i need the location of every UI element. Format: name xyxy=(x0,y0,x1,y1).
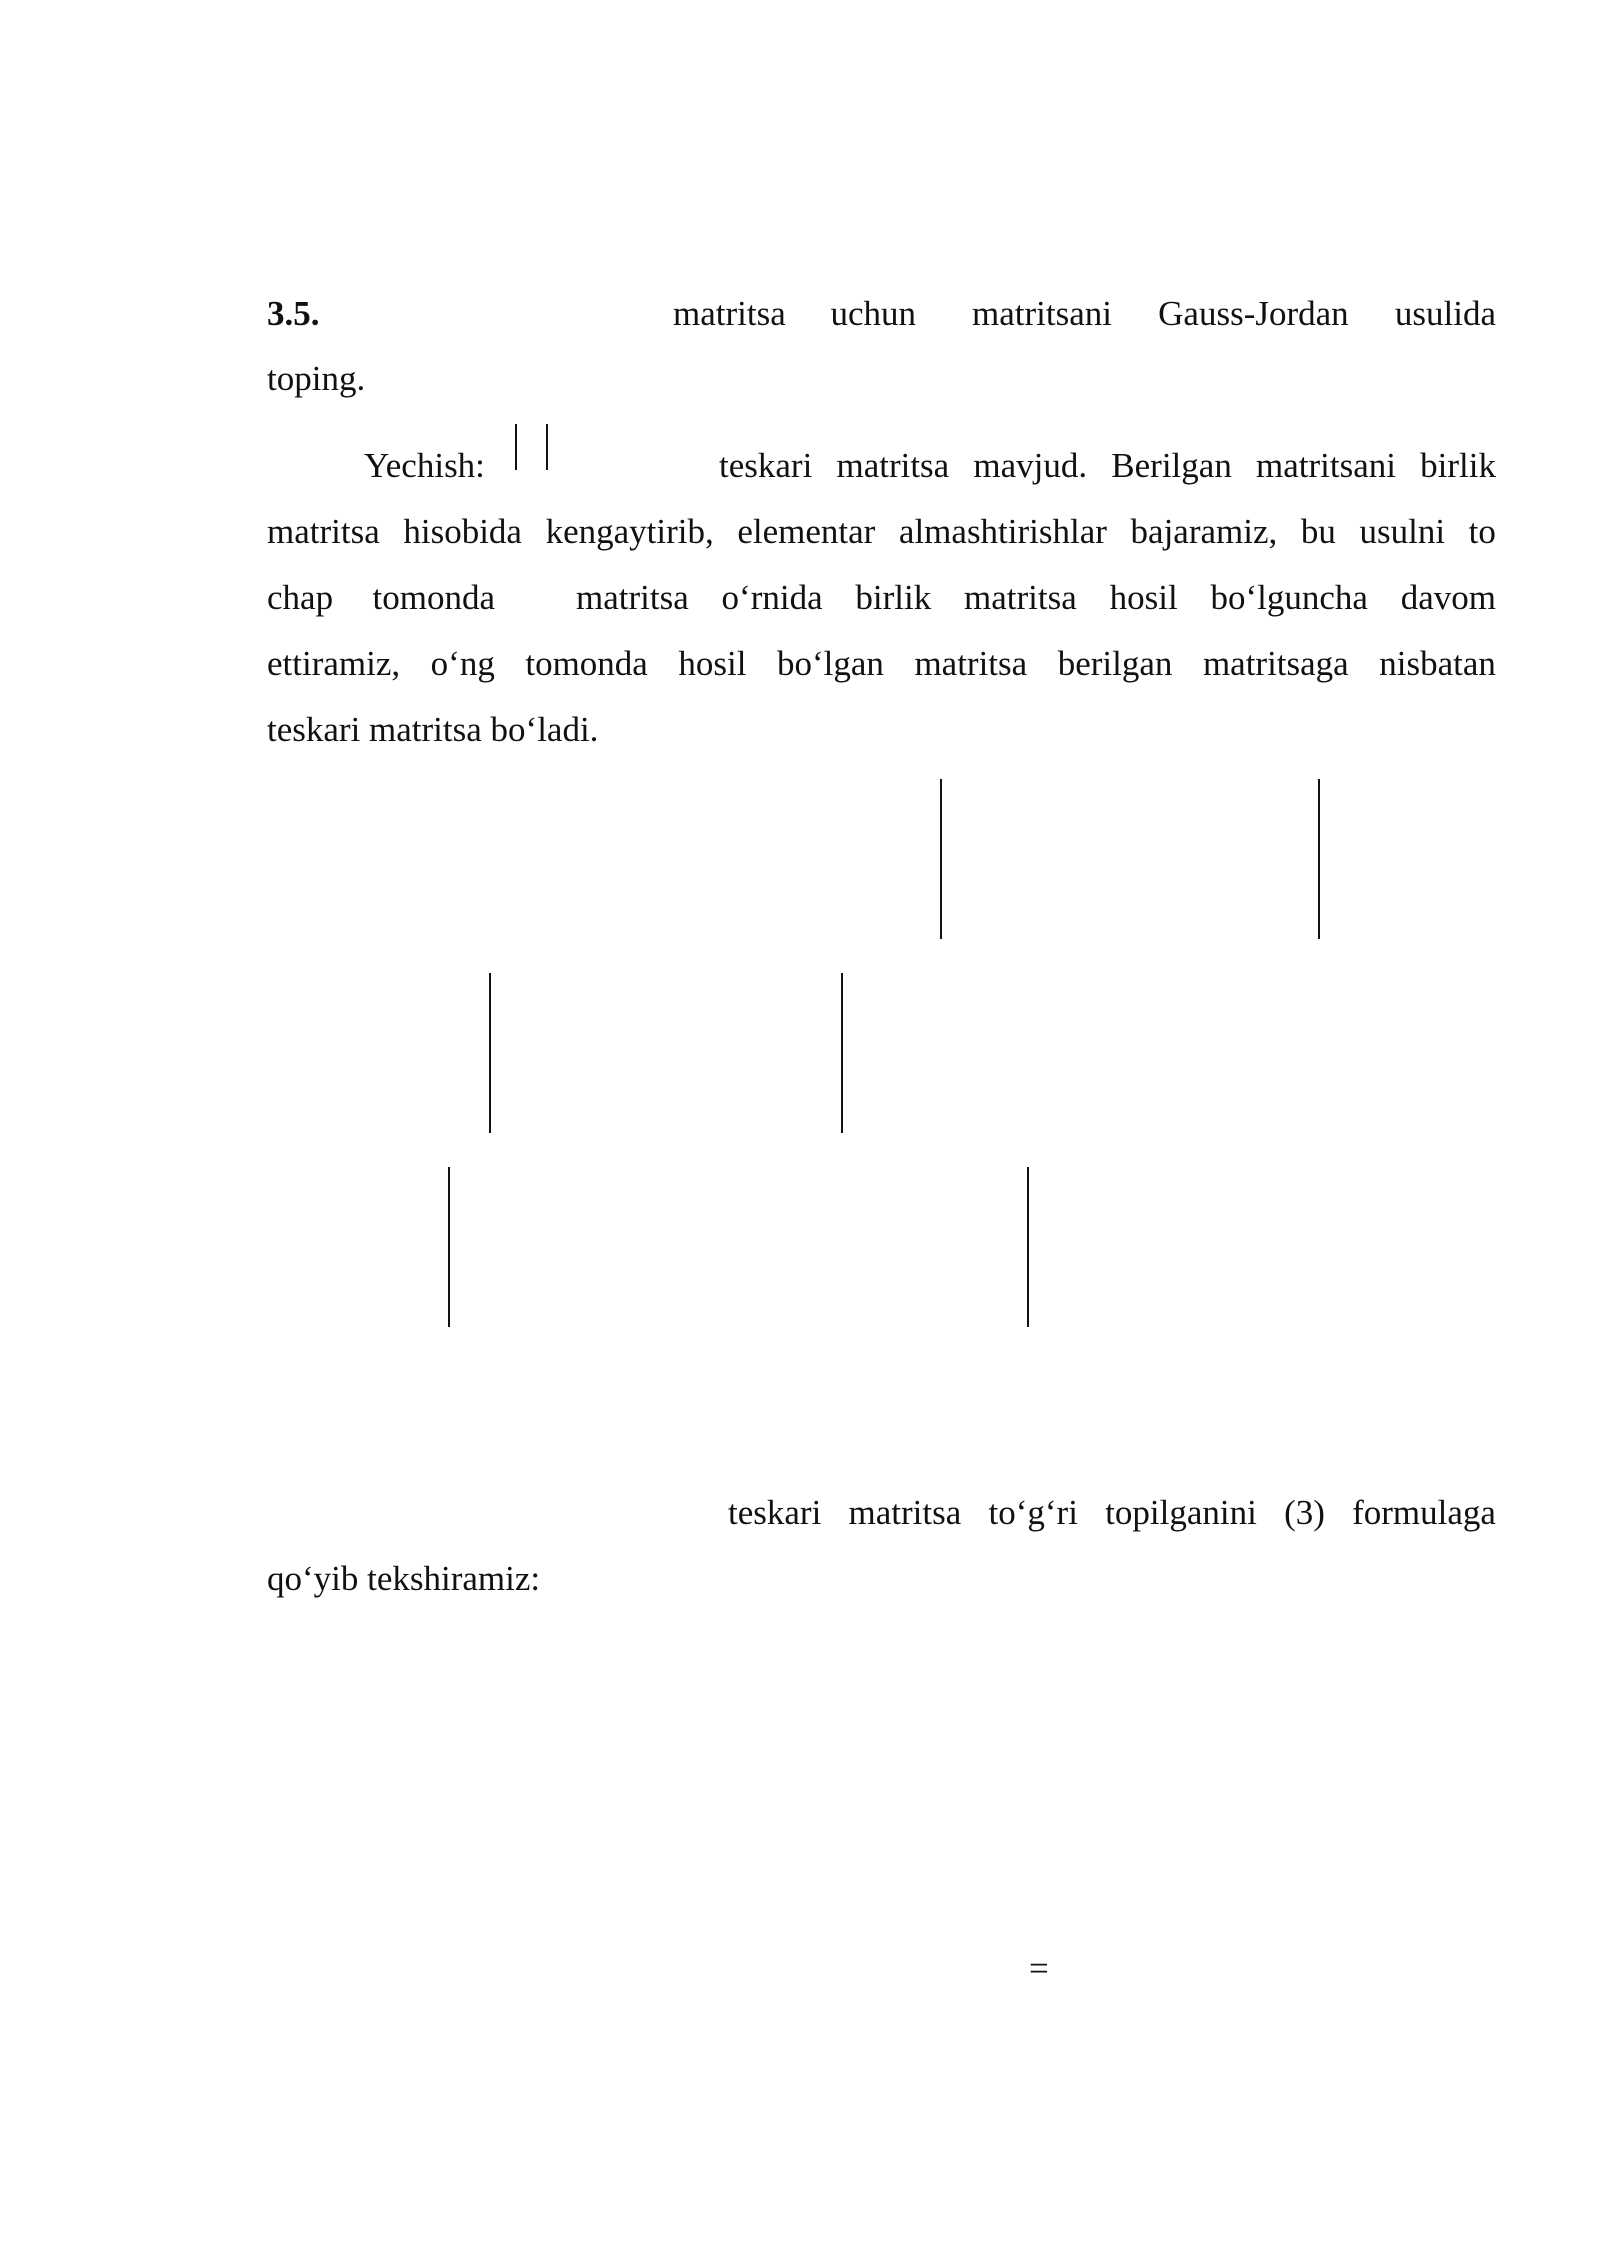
solution-line1 xyxy=(719,448,1496,483)
augmented-matrix-divider-2a xyxy=(489,973,491,1133)
augmented-matrix-divider-3b xyxy=(1027,1167,1029,1327)
determinant-bar-left xyxy=(515,424,517,470)
word: matritsa xyxy=(576,578,689,617)
word: bo‘lgan xyxy=(776,644,884,683)
word: bo‘lguncha xyxy=(1210,578,1368,617)
word: hosil xyxy=(678,644,747,683)
word: bajaramiz, xyxy=(1130,512,1278,551)
word: elementar xyxy=(737,512,876,551)
solution-line3-left xyxy=(267,580,495,615)
equals-sign: = xyxy=(1029,1949,1049,1988)
solution-label: Yechish: xyxy=(364,446,485,485)
word: matritsani xyxy=(972,294,1112,333)
word: o‘ng xyxy=(430,644,495,683)
word: teskari xyxy=(728,1493,822,1532)
word: usulida xyxy=(1394,294,1496,333)
augmented-matrix-divider-3a xyxy=(448,1167,450,1327)
solution-line2 xyxy=(267,514,1496,549)
solution-line3-right xyxy=(576,580,1496,615)
word: bu xyxy=(1300,512,1336,551)
problem-line1-part-a xyxy=(673,296,916,331)
word: o‘rnida xyxy=(721,578,823,617)
word: kengaytirib, xyxy=(545,512,714,551)
word: mavjud. xyxy=(973,446,1088,485)
word: matritsa xyxy=(836,446,950,485)
determinant-bar-right xyxy=(546,424,548,470)
word: matritsa xyxy=(267,512,380,551)
word: almashtirishlar xyxy=(898,512,1107,551)
word: topilganini xyxy=(1105,1493,1257,1532)
word: Berilgan xyxy=(1111,446,1232,485)
augmented-matrix-divider-1b xyxy=(1318,779,1320,939)
word: birlik xyxy=(855,578,932,617)
word: tomonda xyxy=(372,578,495,617)
word: nisbatan xyxy=(1379,644,1496,683)
word: chap xyxy=(267,578,334,617)
word: hosil xyxy=(1109,578,1178,617)
word: Gauss-Jordan xyxy=(1158,294,1349,333)
word: hisobida xyxy=(403,512,522,551)
word: (3) xyxy=(1284,1493,1325,1532)
solution-line4 xyxy=(267,646,1496,681)
check-line1 xyxy=(728,1495,1496,1530)
word: ettiramiz, xyxy=(267,644,401,683)
word: matritsa xyxy=(964,578,1077,617)
word: matritsa xyxy=(914,644,1028,683)
word: to xyxy=(1468,512,1496,551)
word: matritsa xyxy=(673,294,786,333)
word: birlik xyxy=(1420,446,1496,485)
word: davom xyxy=(1400,578,1496,617)
problem-number: 3.5. xyxy=(267,294,320,333)
word: to‘g‘ri xyxy=(988,1493,1078,1532)
word: matritsa xyxy=(848,1493,962,1532)
word: usulni xyxy=(1359,512,1446,551)
augmented-matrix-divider-1a xyxy=(940,779,942,939)
solution-line5: teskari matritsa bo‘ladi. xyxy=(267,710,599,749)
word: tomonda xyxy=(525,644,648,683)
word: matritsani xyxy=(1256,446,1396,485)
word: formulaga xyxy=(1352,1493,1496,1532)
word: uchun xyxy=(830,294,916,333)
problem-line2: toping. xyxy=(267,359,366,398)
problem-line1-part-b xyxy=(972,296,1496,331)
word: matritsaga xyxy=(1202,644,1349,683)
word: berilgan xyxy=(1057,644,1173,683)
augmented-matrix-divider-2b xyxy=(841,973,843,1133)
word: teskari xyxy=(719,446,813,485)
check-line2: qo‘yib tekshiramiz: xyxy=(267,1559,541,1598)
